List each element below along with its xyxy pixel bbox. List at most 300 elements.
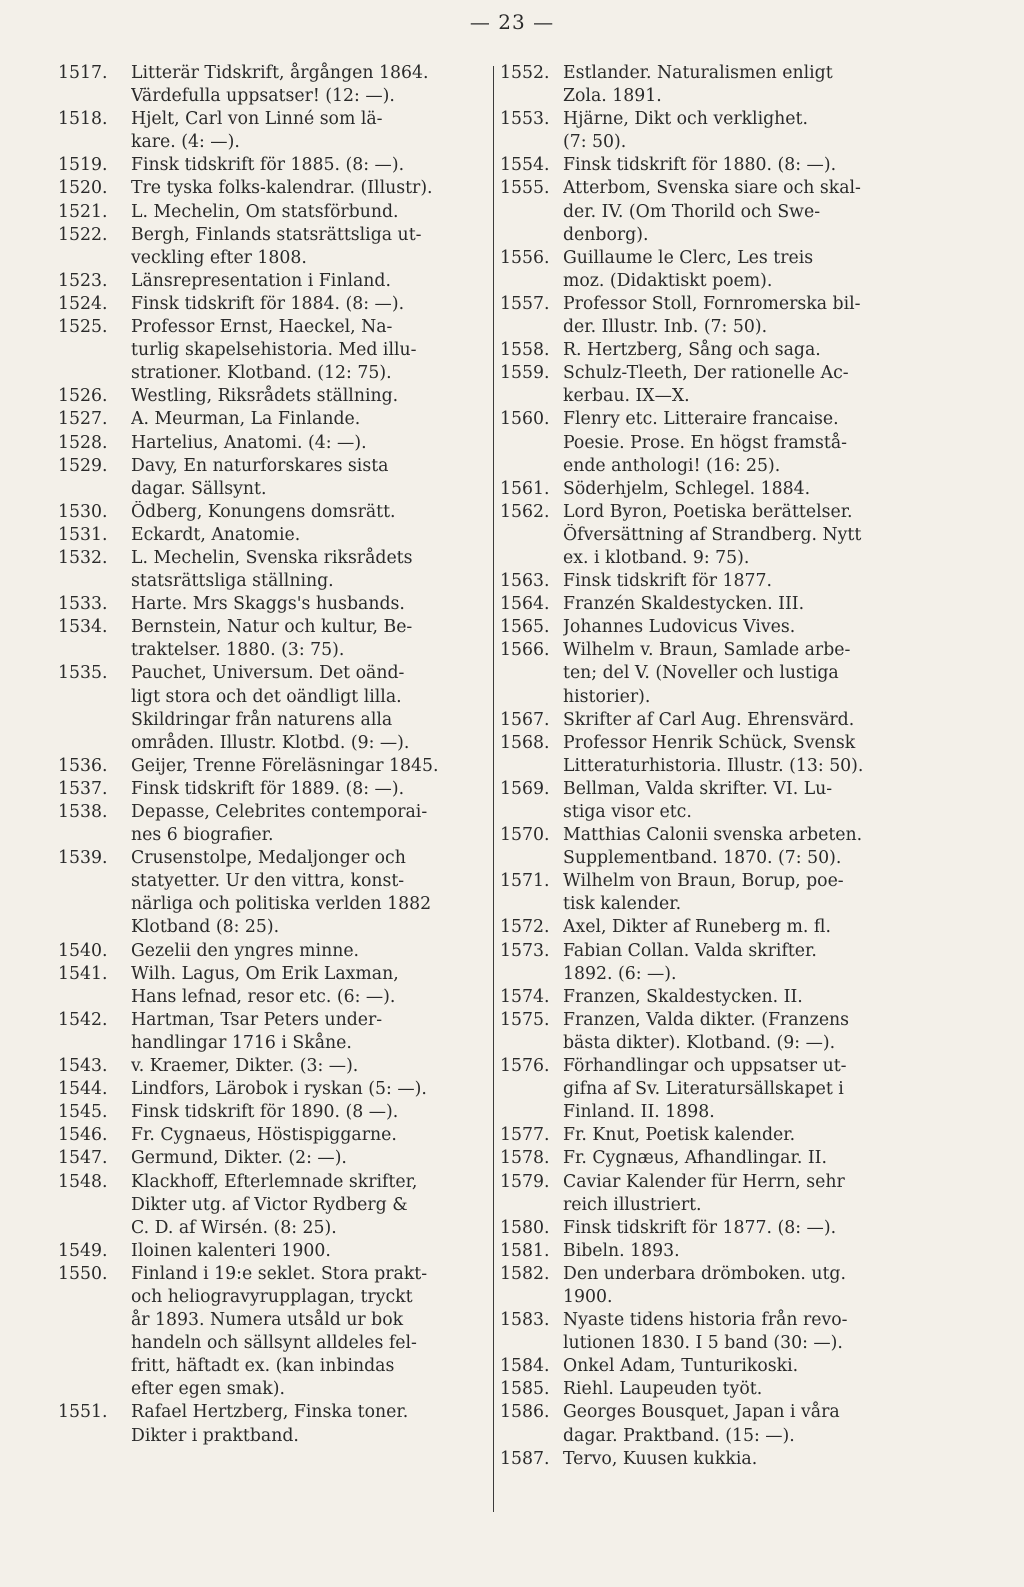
entry-line: efter egen smak).	[131, 1379, 285, 1400]
catalog-entry	[58, 293, 488, 316]
catalog-entry	[500, 1309, 932, 1355]
entry-number: 1534.	[58, 617, 108, 638]
entry-text	[131, 963, 488, 1009]
catalog-entry	[500, 593, 932, 616]
entry-line: Ödberg, Konungens domsrätt.	[131, 501, 396, 522]
entry-line: historier).	[563, 686, 651, 707]
catalog-entry	[58, 62, 488, 108]
entry-text	[563, 339, 932, 362]
entry-line: Davy, En naturforskares sista	[131, 455, 389, 476]
entry-number: 1577.	[500, 1125, 550, 1146]
catalog-entry	[58, 154, 488, 177]
entry-text	[563, 916, 932, 939]
entry-line: ten; del V. (Noveller och lustiga	[563, 663, 839, 684]
entry-text	[563, 1171, 932, 1217]
catalog-entry	[58, 316, 488, 385]
entry-number: 1518.	[58, 109, 108, 130]
entry-number: 1587.	[500, 1448, 550, 1469]
entry-line: Dikter i praktband.	[131, 1425, 299, 1446]
catalog-entry	[58, 408, 488, 431]
entry-line: v. Kraemer, Dikter. (3: —).	[131, 1056, 359, 1077]
catalog-entry	[58, 778, 488, 801]
entry-line: Onkel Adam, Tunturikoski.	[563, 1356, 799, 1377]
entry-number: 1553.	[500, 109, 550, 130]
entry-line: år 1893. Numera utsåld ur bok	[131, 1310, 404, 1331]
catalog-entry	[58, 1055, 488, 1078]
catalog-entry	[500, 570, 932, 593]
entry-text	[131, 1240, 488, 1263]
entry-line: Bibeln. 1893.	[563, 1240, 680, 1261]
entry-number: 1542.	[58, 1009, 108, 1030]
left-column	[58, 62, 488, 1448]
entry-number: 1555.	[500, 178, 550, 199]
catalog-entry	[500, 1263, 932, 1309]
entry-line: Söderhjelm, Schlegel. 1884.	[563, 478, 811, 499]
entry-number: 1545.	[58, 1102, 108, 1123]
entry-line: Hjelt, Carl von Linné som lä-	[131, 109, 383, 130]
entry-line: dagar. Sällsynt.	[131, 478, 267, 499]
entry-number: 1526.	[58, 386, 108, 407]
entry-line: Geijer, Trenne Föreläsningar 1845.	[131, 755, 439, 776]
catalog-entry	[500, 1124, 932, 1147]
entry-number: 1540.	[58, 940, 108, 961]
entry-line: Caviar Kalender für Herrn, sehr	[563, 1171, 845, 1192]
entry-text	[131, 778, 488, 801]
catalog-entry	[58, 1240, 488, 1263]
entry-line: Rafael Hertzberg, Finska toner.	[131, 1402, 409, 1423]
entry-number: 1520.	[58, 178, 108, 199]
catalog-entry	[500, 1355, 932, 1378]
entry-number: 1564.	[500, 594, 550, 615]
entry-text	[131, 1171, 488, 1240]
entry-text	[563, 570, 932, 593]
entry-line: gifna af Sv. Literatursällskapet i	[563, 1079, 844, 1100]
entry-text	[131, 940, 488, 963]
catalog-entry	[58, 524, 488, 547]
entry-text	[563, 940, 932, 986]
entry-text	[563, 1309, 932, 1355]
catalog-entry	[500, 709, 932, 732]
entry-text	[131, 108, 488, 154]
catalog-entry	[58, 1124, 488, 1147]
catalog-entry	[58, 455, 488, 501]
entry-line: Den underbara drömboken. utg.	[563, 1263, 846, 1284]
catalog-entry	[58, 1078, 488, 1101]
entry-line: Tervo, Kuusen kukkia.	[563, 1448, 758, 1469]
catalog-entry	[500, 916, 932, 939]
entry-line: Professor Stoll, Fornromerska bil-	[563, 293, 861, 314]
catalog-entry	[58, 547, 488, 593]
entry-line: Värdefulla uppsatser! (12: —).	[131, 86, 395, 107]
catalog-entry	[500, 478, 932, 501]
entry-number: 1582.	[500, 1263, 550, 1284]
entry-number: 1557.	[500, 293, 550, 314]
entry-text	[563, 247, 932, 293]
entry-text	[563, 732, 932, 778]
entry-line: Finsk tidskrift för 1877. (8: —).	[563, 1217, 837, 1238]
entry-line: Finland i 19:e seklet. Stora prakt-	[131, 1263, 428, 1284]
entry-text	[563, 1009, 932, 1055]
entry-text	[563, 362, 932, 408]
entry-line: handlingar 1716 i Skåne.	[131, 1032, 352, 1053]
catalog-entry	[500, 616, 932, 639]
entry-text	[131, 547, 488, 593]
entry-line: reich illustriert.	[563, 1194, 702, 1215]
catalog-entry	[58, 1147, 488, 1170]
entry-number: 1548.	[58, 1171, 108, 1192]
entry-line: och heliogravyrupplagan, tryckt	[131, 1286, 413, 1307]
entry-line: Axel, Dikter af Runeberg m. fl.	[563, 917, 831, 938]
entry-line: Wilh. Lagus, Om Erik Laxman,	[131, 963, 399, 984]
entry-line: Guillaume le Clerc, Les treis	[563, 247, 814, 268]
entry-text	[563, 778, 932, 824]
entry-line: Finsk tidskrift för 1890. (8 —).	[131, 1102, 399, 1123]
entry-line: lutionen 1830. I 5 band (30: —).	[563, 1333, 843, 1354]
entry-text	[131, 270, 488, 293]
entry-text	[563, 1240, 932, 1263]
entry-text	[131, 408, 488, 431]
catalog-entry	[58, 385, 488, 408]
entry-number: 1527.	[58, 409, 108, 430]
entry-line: Matthias Calonii svenska arbeten.	[563, 825, 863, 846]
entry-number: 1524.	[58, 293, 108, 314]
entry-text	[131, 224, 488, 270]
entry-text	[563, 478, 932, 501]
entry-text	[131, 801, 488, 847]
entry-number: 1521.	[58, 201, 108, 222]
entry-number: 1529.	[58, 455, 108, 476]
entry-number: 1519.	[58, 155, 108, 176]
entry-text	[131, 154, 488, 177]
entry-text	[563, 501, 932, 570]
catalog-entry	[500, 247, 932, 293]
entry-number: 1522.	[58, 224, 108, 245]
entry-text	[563, 616, 932, 639]
entry-line: Riehl. Laupeuden työt.	[563, 1379, 763, 1400]
catalog-entry	[58, 432, 488, 455]
entry-number: 1528.	[58, 432, 108, 453]
entry-text	[131, 847, 488, 939]
entry-text	[131, 177, 488, 200]
entry-line: Iloinen kalenteri 1900.	[131, 1240, 331, 1261]
catalog-entry	[500, 1171, 932, 1217]
catalog-entry	[500, 986, 932, 1009]
entry-line: Pauchet, Universum. Det oänd-	[131, 663, 405, 684]
entry-line: Zola. 1891.	[563, 86, 662, 107]
entry-text	[131, 385, 488, 408]
entry-line: Klotband (8: 25).	[131, 917, 280, 938]
entry-line: Öfversättning af Strandberg. Nytt	[563, 524, 862, 545]
entry-line: 1900.	[563, 1286, 613, 1307]
entry-number: 1530.	[58, 501, 108, 522]
catalog-entry	[500, 1147, 932, 1170]
entry-text	[131, 1009, 488, 1055]
entry-line: fritt, häftadt ex. (kan inbindas	[131, 1356, 395, 1377]
entry-text	[131, 616, 488, 662]
entry-line: Franzén Skaldestycken. III.	[563, 594, 805, 615]
entry-line: Finsk tidskrift för 1884. (8: —).	[131, 293, 405, 314]
entry-text	[131, 593, 488, 616]
catalog-entry	[500, 824, 932, 870]
entry-line: Litterär Tidskrift, årgången 1864.	[131, 63, 429, 83]
entry-number: 1568.	[500, 732, 550, 753]
entry-line: Harte. Mrs Skaggs's husbands.	[131, 594, 405, 615]
entry-line: Westling, Riksrådets ställning.	[131, 386, 399, 407]
entry-text	[131, 662, 488, 754]
entry-line: handeln och sällsynt alldeles fel-	[131, 1333, 417, 1354]
entry-text	[563, 62, 932, 108]
entry-number: 1556.	[500, 247, 550, 268]
catalog-entry	[58, 1009, 488, 1055]
entry-text	[563, 870, 932, 916]
entry-line: Atterbom, Svenska siare och skal-	[563, 178, 861, 199]
catalog-entry	[500, 154, 932, 177]
entry-line: dagar. Praktband. (15: —).	[563, 1425, 795, 1446]
catalog-entry	[500, 339, 932, 362]
entry-text	[563, 1124, 932, 1147]
catalog-entry	[58, 755, 488, 778]
entry-line: turlig skapelsehistoria. Med illu-	[131, 340, 417, 361]
catalog-entry	[58, 1171, 488, 1240]
entry-text	[563, 709, 932, 732]
entry-line: R. Hertzberg, Sång och saga.	[563, 340, 821, 361]
entry-number: 1517.	[58, 63, 108, 83]
entry-line: Franzen, Valda dikter. (Franzens	[563, 1009, 850, 1030]
entry-line: Lord Byron, Poetiska berättelser.	[563, 501, 853, 522]
entry-line: områden. Illustr. Klotbd. (9: —).	[131, 732, 410, 753]
catalog-entry	[58, 108, 488, 154]
entry-number: 1539.	[58, 848, 108, 869]
catalog-entry	[58, 847, 488, 939]
entry-line: Bernstein, Natur och kultur, Be-	[131, 617, 413, 638]
entry-text	[563, 1355, 932, 1378]
entry-line: närliga och politiska verlden 1882	[131, 894, 432, 915]
entry-number: 1567.	[500, 709, 550, 730]
entry-line: Schulz-Tleeth, Der rationelle Ac-	[563, 363, 849, 384]
entry-text	[563, 1217, 932, 1240]
entry-number: 1572.	[500, 917, 550, 938]
entry-line: Wilhelm von Braun, Borup, poe-	[563, 871, 844, 892]
entry-line: nes 6 biografier.	[131, 825, 274, 846]
entry-line: Klackhoff, Efterlemnade skrifter,	[131, 1171, 418, 1192]
entry-number: 1543.	[58, 1056, 108, 1077]
catalog-entry	[500, 940, 932, 986]
catalog-entry	[58, 940, 488, 963]
entry-line: Supplementband. 1870. (7: 50).	[563, 848, 842, 869]
entry-line: Finsk tidskrift för 1889. (8: —).	[131, 778, 405, 799]
entry-text	[563, 154, 932, 177]
entry-line: Johannes Ludovicus Vives.	[563, 617, 796, 638]
entry-line: Franzen, Skaldestycken. II.	[563, 986, 803, 1007]
entry-text	[131, 524, 488, 547]
entry-text	[563, 1448, 932, 1471]
entry-line: Flenry etc. Litteraire francaise.	[563, 409, 839, 430]
catalog-entry	[500, 732, 932, 778]
entry-text	[131, 1263, 488, 1402]
entry-number: 1531.	[58, 524, 108, 545]
catalog-entry	[58, 963, 488, 1009]
entry-number: 1584.	[500, 1356, 550, 1377]
entry-number: 1544.	[58, 1079, 108, 1100]
entry-text	[563, 1401, 932, 1447]
entry-number: 1565.	[500, 617, 550, 638]
entry-text	[131, 501, 488, 524]
catalog-entry	[500, 108, 932, 154]
catalog-entry	[58, 177, 488, 200]
right-column	[500, 62, 932, 1471]
entry-line: Crusenstolpe, Medaljonger och	[131, 848, 406, 869]
entry-number: 1523.	[58, 270, 108, 291]
entry-line: Bellman, Valda skrifter. VI. Lu-	[563, 778, 833, 799]
entry-line: Litteraturhistoria. Illustr. (13: 50).	[563, 755, 864, 776]
entry-number: 1578.	[500, 1148, 550, 1169]
entry-line: ex. i klotband. 9: 75).	[563, 547, 750, 568]
entry-text	[563, 639, 932, 708]
entry-line: statsrättsliga ställning.	[131, 571, 334, 592]
entry-line: Fabian Collan. Valda skrifter.	[563, 940, 817, 961]
entry-number: 1558.	[500, 340, 550, 361]
entry-text	[131, 755, 488, 778]
entry-number: 1559.	[500, 363, 550, 384]
entry-text	[563, 1378, 932, 1401]
entry-line: veckling efter 1808.	[131, 247, 307, 268]
entry-text	[131, 1401, 488, 1447]
catalog-entry	[500, 870, 932, 916]
catalog-entry	[58, 501, 488, 524]
entry-text	[131, 201, 488, 224]
entry-line: der. IV. (Om Thorild och Swe-	[563, 201, 821, 222]
catalog-entry	[58, 593, 488, 616]
entry-line: denborg).	[563, 224, 649, 245]
entry-text	[131, 1078, 488, 1101]
entry-text	[563, 1147, 932, 1170]
entry-line: statyetter. Ur den vittra, konst-	[131, 871, 405, 892]
entry-number: 1585.	[500, 1379, 550, 1400]
catalog-entry	[58, 616, 488, 662]
entry-line: Eckardt, Anatomie.	[131, 524, 301, 545]
entry-number: 1549.	[58, 1240, 108, 1261]
catalog-entry	[500, 501, 932, 570]
entry-line: Skildringar från naturens alla	[131, 709, 393, 730]
entry-line: 1892. (6: —).	[563, 963, 677, 984]
catalog-entry	[500, 1240, 932, 1263]
entry-number: 1535.	[58, 663, 108, 684]
entry-text	[563, 177, 932, 246]
catalog-entry	[500, 1448, 932, 1471]
entry-line: Fr. Cygnæus, Afhandlingar. II.	[563, 1148, 827, 1169]
entry-line: der. Illustr. Inb. (7: 50).	[563, 317, 768, 338]
entry-line: traktelser. 1880. (3: 75).	[131, 640, 345, 661]
entry-text	[131, 1147, 488, 1170]
entry-number: 1573.	[500, 940, 550, 961]
entry-number: 1571.	[500, 871, 550, 892]
entry-line: Bergh, Finlands statsrättsliga ut-	[131, 224, 422, 245]
entry-line: kerbau. IX—X.	[563, 386, 690, 407]
entry-number: 1551.	[58, 1402, 108, 1423]
entry-number: 1583.	[500, 1310, 550, 1331]
entry-line: (7: 50).	[563, 132, 627, 153]
entry-text	[563, 408, 932, 477]
entry-line: L. Mechelin, Om statsförbund.	[131, 201, 399, 222]
entry-line: Georges Bousquet, Japan i våra	[563, 1402, 840, 1423]
entry-text	[131, 1101, 488, 1124]
entry-line: Wilhelm v. Braun, Samlade arbe-	[563, 640, 851, 661]
catalog-entry	[58, 662, 488, 754]
entry-line: Finsk tidskrift för 1885. (8: —).	[131, 155, 405, 176]
entry-number: 1547.	[58, 1148, 108, 1169]
entry-line: Nyaste tidens historia från revo-	[563, 1310, 848, 1331]
entry-line: Poesie. Prose. En högst framstå-	[563, 432, 847, 453]
entry-number: 1574.	[500, 986, 550, 1007]
entry-number: 1580.	[500, 1217, 550, 1238]
catalog-entry	[500, 1217, 932, 1240]
entry-line: Hans lefnad, resor etc. (6: —).	[131, 986, 396, 1007]
entry-number: 1538.	[58, 802, 108, 822]
entry-line: Skrifter af Carl Aug. Ehrensvärd.	[563, 709, 855, 730]
entry-text	[131, 455, 488, 501]
catalog-entry	[500, 1378, 932, 1401]
entry-number: 1569.	[500, 778, 550, 799]
entry-number: 1537.	[58, 778, 108, 799]
entry-line: Hartelius, Anatomi. (4: —).	[131, 432, 367, 453]
entry-line: Depasse, Celebrites contemporai-	[131, 802, 428, 822]
catalog-entry	[58, 201, 488, 224]
entry-text	[563, 1055, 932, 1124]
entry-number: 1533.	[58, 594, 108, 615]
catalog-entry	[500, 778, 932, 824]
entry-text	[563, 593, 932, 616]
entry-line: Finsk tidskrift för 1877.	[563, 571, 773, 592]
entry-number: 1586.	[500, 1402, 550, 1423]
entry-number: 1566.	[500, 640, 550, 661]
catalog-entry	[58, 801, 488, 847]
entry-number: 1554.	[500, 155, 550, 176]
catalog-entry	[58, 224, 488, 270]
entry-line: Finland. II. 1898.	[563, 1102, 715, 1123]
entry-line: Gezelii den yngres minne.	[131, 940, 360, 961]
entry-text	[131, 62, 488, 108]
entry-text	[131, 432, 488, 455]
entry-number: 1575.	[500, 1009, 550, 1030]
entry-line: moz. (Didaktiskt poem).	[563, 270, 773, 291]
catalog-entry	[58, 1401, 488, 1447]
entry-line: stiga visor etc.	[563, 802, 692, 822]
entry-number: 1541.	[58, 963, 108, 984]
catalog-entry	[500, 177, 932, 246]
entry-line: Förhandlingar och uppsatser ut-	[563, 1056, 847, 1077]
entry-number: 1570.	[500, 825, 550, 846]
entry-line: Dikter utg. af Victor Rydberg &	[131, 1194, 408, 1215]
entry-number: 1561.	[500, 478, 550, 499]
entry-line: Finsk tidskrift för 1880. (8: —).	[563, 155, 837, 176]
catalog-entry	[500, 1009, 932, 1055]
entry-line: C. D. af Wirsén. (8: 25).	[131, 1217, 337, 1238]
entry-line: kare. (4: —).	[131, 132, 240, 153]
entry-text	[131, 293, 488, 316]
entry-text	[131, 316, 488, 385]
entry-line: Fr. Cygnaeus, Höstispiggarne.	[131, 1125, 397, 1146]
entry-line: Professor Henrik Schück, Svensk	[563, 732, 856, 753]
entry-number: 1562.	[500, 501, 550, 522]
entry-text	[563, 1263, 932, 1309]
catalog-entry	[500, 1055, 932, 1124]
catalog-entry	[500, 62, 932, 108]
catalog-entry	[58, 1263, 488, 1402]
entry-number: 1550.	[58, 1263, 108, 1284]
catalog-entry	[500, 293, 932, 339]
entry-line: Länsrepresentation i Finland.	[131, 270, 391, 291]
entry-line: Tre tyska folks-kalendrar. (Illustr).	[131, 178, 433, 199]
